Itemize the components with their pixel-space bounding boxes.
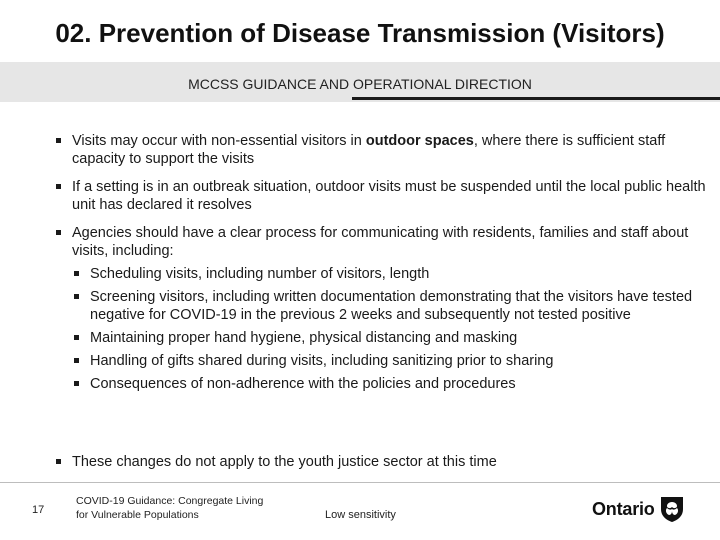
sub-bullet-item xyxy=(72,329,714,347)
ontario-logo xyxy=(592,492,685,526)
subtitle-underline xyxy=(352,97,720,100)
sensitivity-label: Low sensitivity xyxy=(325,509,396,521)
sub-bullet-text: Maintaining proper hand hygiene, physical distancing and masking xyxy=(90,330,518,346)
bullet-item xyxy=(54,224,714,393)
bullet-marker xyxy=(74,358,79,363)
bullet-list xyxy=(54,132,714,403)
sub-bullet-item xyxy=(72,288,714,324)
sub-bullet-item xyxy=(72,375,714,393)
sub-bullet-text: Screening visitors, including written documentation demonstrating that the visitors have tested negative for COVID-19 in the previous 2 weeks and subsequently not tested positive xyxy=(90,289,693,323)
bullet-item xyxy=(54,453,714,471)
bullet-marker xyxy=(74,381,79,386)
slide-subtitle: MCCSS GUIDANCE AND OPERATIONAL DIRECTION xyxy=(188,76,532,92)
sub-bullet-text: Handling of gifts shared during visits, including sanitizing prior to sharing xyxy=(90,353,554,369)
footer-document-title: COVID-19 Guidance: Congregate Living for Vulnerable Populations xyxy=(76,495,264,521)
bullet-list-final xyxy=(54,453,714,471)
bullet-text: , where there is sufficient staff capacity to support the visits xyxy=(72,133,666,167)
trillium-icon xyxy=(659,495,685,523)
bullet-emphasis: outdoor spaces xyxy=(365,133,474,149)
footer-divider xyxy=(0,482,720,483)
bullet-item xyxy=(54,132,714,168)
sub-bullet-text: Consequences of non-adherence with the policies and procedures xyxy=(90,376,516,392)
sub-bullet-list xyxy=(72,265,714,393)
bullet-item xyxy=(54,178,714,214)
bullet-marker xyxy=(56,184,61,189)
page-number: 17 xyxy=(32,504,45,516)
bullet-marker xyxy=(56,138,61,143)
bullet-marker xyxy=(56,459,61,464)
slide-title: 02. Prevention of Disease Transmission (Visitors) xyxy=(55,18,665,48)
bullet-text: Agencies should have a clear process for communicating with residents, families and staff about visits, including: xyxy=(72,225,689,259)
bullet-text: Visits may occur with non-essential visitors in xyxy=(72,133,366,149)
sub-bullet-item xyxy=(72,265,714,283)
bullet-text: These changes do not apply to the youth justice sector at this time xyxy=(72,454,497,470)
bullet-marker xyxy=(74,271,79,276)
bullet-text: If a setting is in an outbreak situation, outdoor visits must be suspended until the local public health unit has declared it resolves xyxy=(72,179,706,213)
bullet-marker xyxy=(74,335,79,340)
logo-wordmark: Ontario xyxy=(592,498,655,519)
sub-bullet-text: Scheduling visits, including number of visitors, length xyxy=(90,266,430,282)
bullet-marker xyxy=(74,294,79,299)
sub-bullet-item xyxy=(72,352,714,370)
bullet-marker xyxy=(56,230,61,235)
